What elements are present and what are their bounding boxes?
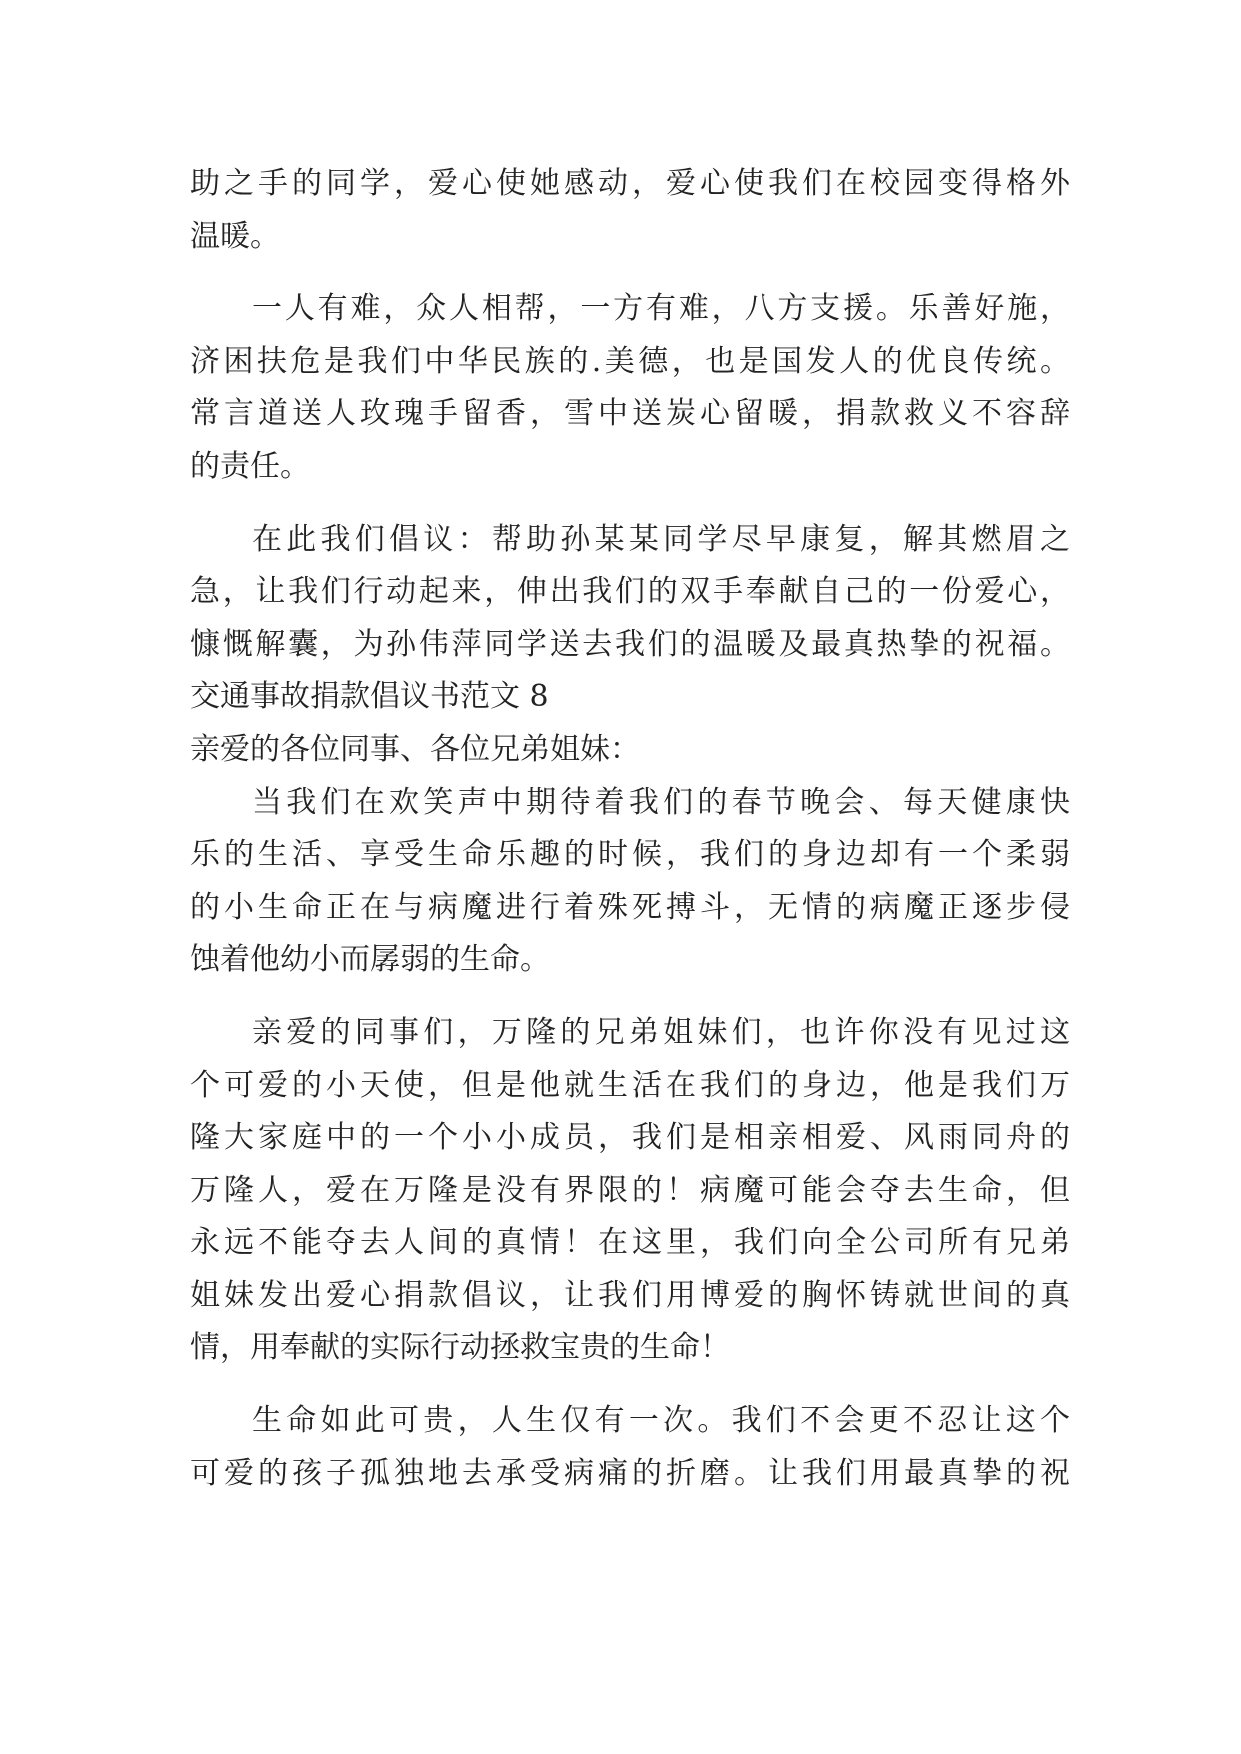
- text-line: 隆大家庭中的一个小小成员，我们是相亲相爱、风雨同舟的: [190, 1120, 1070, 1156]
- text-line: 亲爱的同事们，万隆的兄弟姐妹们，也许你没有见过这: [252, 1014, 1070, 1050]
- text-line: 的小生命正在与病魔进行着殊死搏斗，无情的病魔正逐步侵: [190, 889, 1070, 925]
- text-line: 永远不能夺去人间的真情！在这里，我们向全公司所有兄弟: [190, 1225, 1070, 1261]
- text-line: 一人有难，众人相帮，一方有难，八方支援。乐善好施，: [252, 291, 1070, 327]
- text-line: 生命如此可贵，人生仅有一次。我们不会更不忍让这个: [252, 1403, 1070, 1439]
- text-line: 蚀着他幼小而孱弱的生命。: [190, 942, 550, 978]
- text-line: 温暖。: [190, 218, 280, 254]
- paragraph: [190, 514, 1070, 672]
- text-line: 姐妹发出爱心捐款倡议，让我们用博爱的胸怀铸就世间的真: [190, 1277, 1070, 1313]
- text-line: 在此我们倡议：帮助孙某某同学尽早康复，解其燃眉之: [252, 521, 1070, 557]
- text-line: 可爱的孩子孤独地去承受病痛的折磨。让我们用最真挚的祝: [190, 1455, 1070, 1491]
- text-line: 乐的生活、享受生命乐趣的时候，我们的身边却有一个柔弱: [190, 837, 1070, 873]
- paragraph: [190, 1395, 1070, 1500]
- text-line: 当我们在欢笑声中期待着我们的春节晚会、每天健康快: [252, 784, 1070, 820]
- text-line: 个可爱的小天使，但是他就生活在我们的身边，他是我们万: [190, 1067, 1070, 1103]
- text-line: 的责任。: [190, 448, 310, 484]
- paragraph: [190, 777, 1070, 987]
- salutation-text: 亲爱的各位同事、各位兄弟姐妹：: [190, 731, 640, 767]
- paragraph: [190, 283, 1070, 493]
- paragraph: [190, 1007, 1070, 1375]
- text-line: 常言道送人玫瑰手留香，雪中送炭心留暖，捐款救义不容辞: [190, 396, 1070, 432]
- salutation: [190, 724, 1070, 777]
- section-heading: [190, 671, 1070, 724]
- text-line: 情，用奉献的实际行动拯救宝贵的生命！: [190, 1330, 730, 1366]
- text-line: 慷慨解囊，为孙伟萍同学送去我们的温暖及最真热挚的祝福。: [190, 626, 1070, 662]
- document-body: [190, 158, 1070, 1500]
- text-line: 万隆人，爱在万隆是没有界限的！病魔可能会夺去生命，但: [190, 1172, 1070, 1208]
- text-line: 济困扶危是我们中华民族的.美德，也是国发人的优良传统。: [190, 343, 1070, 379]
- heading-text: 交通事故捐款倡议书范文 8: [190, 679, 549, 715]
- text-line: 助之手的同学，爱心使她感动，爱心使我们在校园变得格外: [190, 166, 1070, 201]
- paragraph-continued: [190, 158, 1070, 263]
- text-line: 急，让我们行动起来，伸出我们的双手奉献自己的一份爱心，: [190, 574, 1070, 610]
